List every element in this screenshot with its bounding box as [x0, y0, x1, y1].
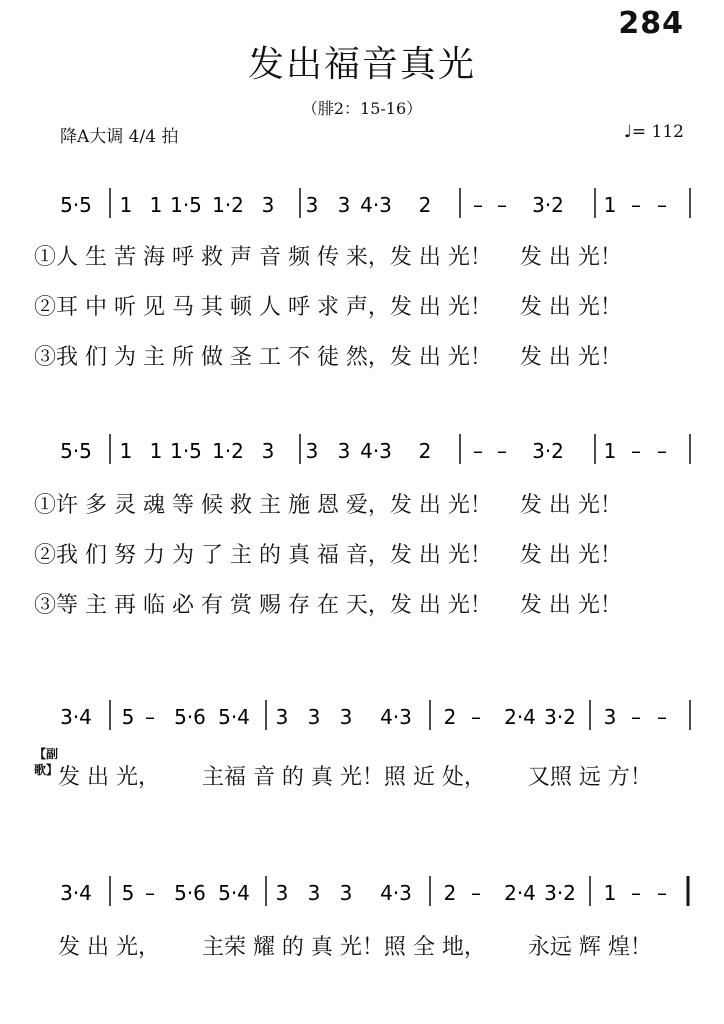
- scripture-reference: （腓2：15-16）: [301, 99, 423, 118]
- note: 3: [261, 193, 275, 217]
- note: 3·2: [532, 193, 564, 217]
- note: 2·4: [504, 705, 536, 729]
- note: 3·2: [544, 705, 576, 729]
- lyric-line-2-1: ①许 多 灵 魂 等 候 救 主 施 恩 爱，发 出 光！ 发 出 光！: [34, 493, 622, 518]
- note: 3: [307, 881, 321, 905]
- note: 3·2: [544, 881, 576, 905]
- note: 4·3: [360, 193, 392, 217]
- note: 1: [603, 881, 617, 905]
- note: 2: [443, 705, 457, 729]
- note: 2: [443, 881, 457, 905]
- note: 2: [418, 439, 432, 463]
- quarter-note-icon: ♩: [623, 122, 632, 142]
- note: 3·4: [60, 881, 92, 905]
- note: –: [471, 881, 481, 905]
- note: 3·4: [60, 705, 92, 729]
- note: 5·5: [60, 193, 92, 217]
- note: 3: [307, 705, 321, 729]
- hymn-number: 284: [618, 6, 684, 41]
- note: 5·4: [218, 705, 250, 729]
- lyric-line-1-2: ②耳 中 听 见 马 其 顿 人 呼 求 声，发 出 光！ 发 出 光！: [34, 295, 622, 320]
- lyric-line-2-3: ③等 主 再 临 必 有 赏 赐 存 在 天，发 出 光！ 发 出 光！: [34, 593, 622, 618]
- note: 1·5: [170, 193, 202, 217]
- note: 3: [305, 193, 319, 217]
- note: 1: [119, 439, 133, 463]
- note: 1: [603, 193, 617, 217]
- note: 1: [149, 193, 163, 217]
- notation-line-chorus-2: [0, 866, 724, 916]
- note: 4·3: [380, 881, 412, 905]
- note: –: [657, 881, 667, 905]
- note: 5: [121, 881, 135, 905]
- note: 5·6: [174, 881, 206, 905]
- note: –: [497, 439, 507, 463]
- note: 3: [337, 439, 351, 463]
- note: 3: [275, 705, 289, 729]
- note: –: [497, 193, 507, 217]
- lyric-line-1-1: ①人 生 苦 海 呼 救 声 音 频 传 来，发 出 光！ 发 出 光！: [34, 245, 622, 270]
- note: 4·3: [380, 705, 412, 729]
- note: –: [631, 193, 641, 217]
- note: –: [145, 705, 155, 729]
- lyric-chorus-1: 发 出 光， 主福 音 的 真 光！照 近 处， 又照 远 方！: [58, 765, 652, 790]
- note: –: [657, 193, 667, 217]
- note: 1·5: [170, 439, 202, 463]
- notation-line-1: [0, 178, 724, 228]
- note: 1: [603, 439, 617, 463]
- note: 1·2: [212, 193, 244, 217]
- note: 4·3: [360, 439, 392, 463]
- lyric-chorus-2: 发 出 光， 主荣 耀 的 真 光！照 全 地， 永远 辉 煌！: [58, 935, 652, 960]
- note: 3: [305, 439, 319, 463]
- note: 3: [275, 881, 289, 905]
- note: –: [657, 705, 667, 729]
- note: 3: [261, 439, 275, 463]
- note: 5·6: [174, 705, 206, 729]
- note: 3: [337, 193, 351, 217]
- note: –: [145, 881, 155, 905]
- note: 1: [119, 193, 133, 217]
- note: –: [473, 193, 483, 217]
- note: 5·4: [218, 881, 250, 905]
- lyric-line-2-2: ②我 们 努 力 为 了 主 的 真 福 音，发 出 光！ 发 出 光！: [34, 543, 622, 568]
- note: 5·5: [60, 439, 92, 463]
- note: 5: [121, 705, 135, 729]
- note: 2: [418, 193, 432, 217]
- hymn-title: 发出福音真光: [247, 44, 476, 85]
- note: 3·2: [532, 439, 564, 463]
- note: 3: [339, 705, 353, 729]
- note: –: [631, 881, 641, 905]
- tempo-marking: [624, 122, 684, 142]
- note: 2·4: [504, 881, 536, 905]
- note: 3: [603, 705, 617, 729]
- note: –: [631, 705, 641, 729]
- key-time-signature: 降A大调 4/4 拍: [60, 127, 179, 147]
- note: 3: [339, 881, 353, 905]
- note: 1: [149, 439, 163, 463]
- notation-line-2: [0, 424, 724, 474]
- chorus-label: 【副歌】: [34, 747, 59, 777]
- note: –: [473, 439, 483, 463]
- note: –: [471, 705, 481, 729]
- note: –: [657, 439, 667, 463]
- note: –: [631, 439, 641, 463]
- notation-line-chorus-1: [0, 690, 724, 740]
- tempo-value: = 112: [631, 122, 684, 142]
- lyric-line-1-3: ③我 们 为 主 所 做 圣 工 不 徒 然，发 出 光！ 发 出 光！: [34, 345, 622, 370]
- note: 1·2: [212, 439, 244, 463]
